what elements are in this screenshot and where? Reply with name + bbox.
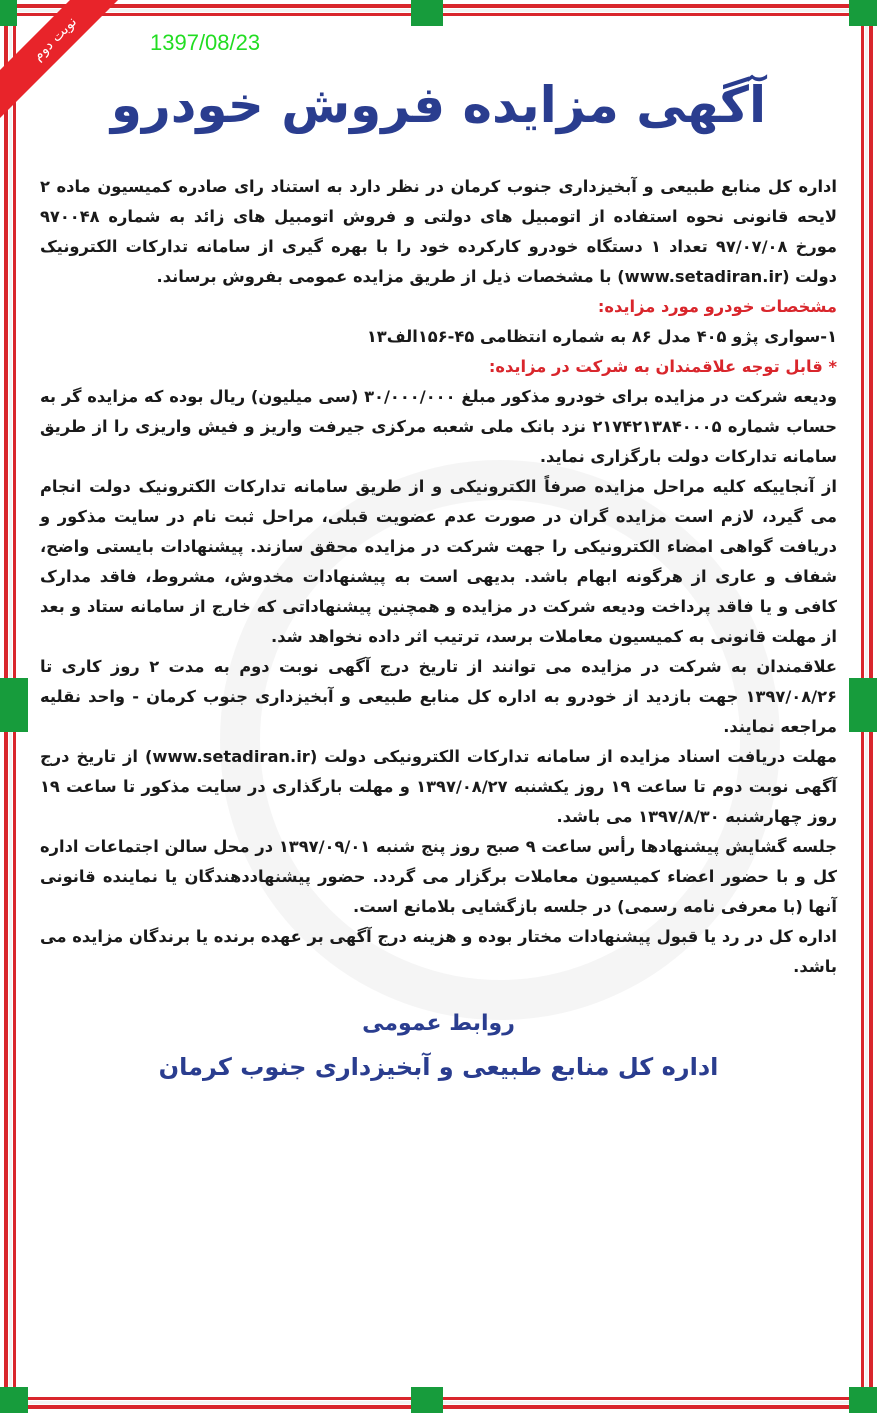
visit-paragraph: علاقمندان به شرکت در مزایده می توانند از تاریخ درج آگهی نوبت دوم به مدت ۲ روز کاری تا ۱۳۹۷/۰۸/۲۶ جهت بازدید از خودرو به اداره کل منابع طبیعی و آبخیزداری جنوب کرمان - واحد نقلیه مراجعه نمایند. bbox=[40, 657, 837, 736]
corner-block-tl bbox=[0, 0, 17, 26]
notice-heading: * قابل توجه علاقمندان به شرکت در مزایده: bbox=[488, 357, 837, 376]
footer-org: اداره کل منابع طبیعی و آبخیزداری جنوب کرمان bbox=[158, 1053, 719, 1081]
right-middle-block bbox=[849, 678, 877, 732]
date-stamp: 1397/08/23 bbox=[150, 30, 261, 55]
footer-dept: روابط عمومی bbox=[362, 1011, 515, 1036]
page-title: آگهی مزایده فروش خودرو bbox=[110, 76, 767, 134]
deposit-paragraph: ودیعه شرکت در مزایده برای خودرو مذکور مبلغ ۳۰/۰۰۰/۰۰۰ (سی میلیون) ریال بوده که مزایده گر به حساب شماره ۲۱۷۴۲۱۳۸۴۰۰۰۵ نزد بانک ملی شعبه مرکزی جیرفت واریز و فیش واریزی را از طریق سامانه تدارکات دولت بارگزاری نماید. bbox=[40, 387, 838, 466]
second-round-ribbon: نوبت دوم bbox=[0, 0, 134, 118]
corner-block-bl bbox=[0, 1387, 28, 1413]
bottom-middle-block bbox=[411, 1387, 443, 1413]
rights-paragraph: اداره کل در رد یا قبول پیشنهادات مختار بوده و هزینه درج آگهی بر عهده برنده یا برندگان مزایده می باشد. bbox=[40, 927, 837, 976]
electronic-paragraph: از آنجاییکه کلیه مراحل مزایده صرفاً الکترونیکی و از طریق سامانه تدارکات الکترونیک دولت انجام می گیرد، لازم است مزایده گران در صورت عدم عضویت قبلی، مراحل ثبت نام در سایت مذکور و دریافت گواهی امضاء الکترونیکی را جهت شرکت در مزایده محقق سازند. پیشنهادات بایستی واضح، شفاف و عاری از هرگونه ابهام باشد. بدیهی است به پیشنهادات مخدوش، مشروط، فاقد مدارک کافی و یا فاقد پرداخت ودیعه شرکت در مزایده و همچنین پیشنهاداتی که خارج از سامانه ستاد و بعد از مهلت قانونی به کمیسیون معاملات برسد، ترتیب اثر داده نخواهد شد. bbox=[40, 477, 837, 646]
top-middle-block bbox=[411, 0, 443, 26]
corner-block-tr bbox=[849, 0, 877, 26]
notice-flow bbox=[40, 172, 837, 1086]
spec-item: ۱-سواری پژو ۴۰۵ مدل ۸۶ به شماره انتظامی ۴۵-۱۵۶الف۱۳ bbox=[366, 327, 837, 346]
intro-paragraph: اداره کل منابع طبیعی و آبخیزداری جنوب کرمان در نظر دارد به استناد رای صادره کمیسیون ماده ۲ لایحه قانونی نحوه استفاده از اتومبیل های دولتی و فروش اتومبیل های زائد به شماره ۹۷۰۰۴۸ مورخ ۹۷/۰۷/۰۸ تعداد ۱ دستگاه خودرو کارکرده خود را با بهره گیری از سامانه تدارکات الکترونیک دولت (www.setadiran.ir) با مشخصات ذیل از طریق مزایده عمومی بفروش برساند. bbox=[40, 177, 838, 286]
corner-block-br bbox=[849, 1387, 877, 1413]
left-middle-block bbox=[0, 678, 28, 732]
notice-body bbox=[40, 172, 837, 982]
deadline-paragraph: مهلت دریافت اسناد مزایده از سامانه تدارکات الکترونیکی دولت (www.setadiran.ir) از تاریخ درج آگهی نوبت دوم تا ساعت ۱۹ روز یکشنبه ۱۳۹۷/۰۸/۲۷ و مهلت بارگذاری در سایت مذکور تا ساعت ۱۹ روز چهارشنبه ۱۳۹۷/۸/۳۰ می باشد. bbox=[40, 747, 838, 826]
opening-paragraph: جلسه گشایش پیشنهادها رأس ساعت ۹ صبح روز پنج شنبه ۱۳۹۷/۰۹/۰۱ در محل سالن اجتماعات اداره کل و با حضور اعضاء کمیسیون معاملات برگزار می گردد. حضور پیشنهاددهندگان یا نماینده قانونی آنها (با معرفی نامه رسمی) در جلسه بازگشایی بلامانع است. bbox=[40, 837, 837, 916]
spec-heading: مشخصات خودرو مورد مزایده: bbox=[597, 297, 837, 316]
